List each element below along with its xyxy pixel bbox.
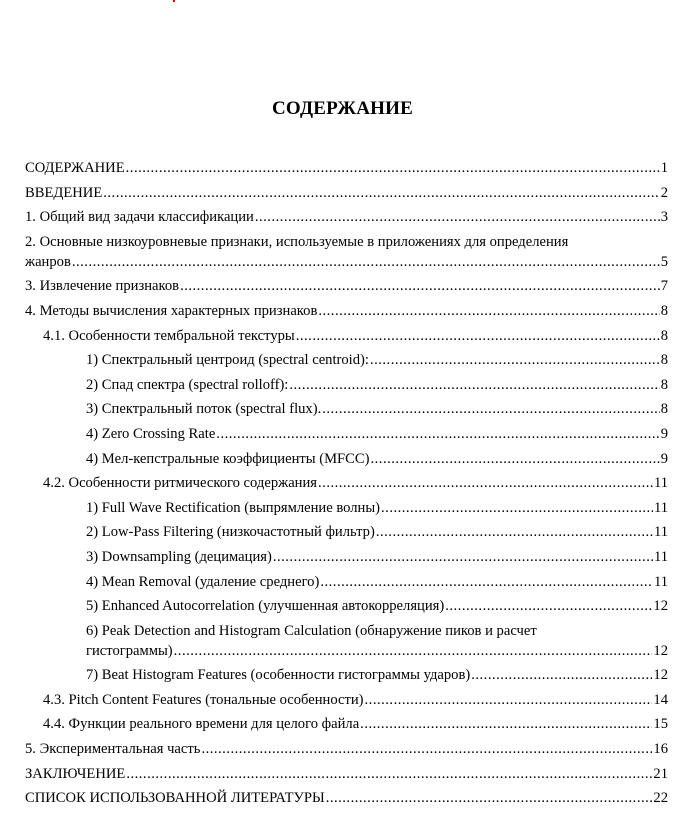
table-of-contents <box>25 158 668 813</box>
leader-dots <box>371 449 660 469</box>
toc-entry[interactable] <box>25 621 668 666</box>
toc-entry-text: 3. Извлечение признаков <box>25 278 180 295</box>
toc-entry-text: 4.1. Особенности тембральной текстуры <box>43 327 295 344</box>
toc-entry[interactable] <box>25 665 668 690</box>
toc-entry[interactable] <box>25 399 668 424</box>
toc-entry-text: 2) Low-Pass Filtering (низкочастотный фильтр) <box>86 524 375 541</box>
toc-entry[interactable] <box>25 522 668 547</box>
toc-page-number: 8 <box>660 327 668 344</box>
toc-entry[interactable] <box>25 183 668 208</box>
toc-entry[interactable] <box>25 596 668 621</box>
toc-page-number: 3 <box>660 209 668 226</box>
leader-dots <box>201 739 652 759</box>
toc-entry-text-line1: 6) Peak Detection and Histogram Calculation (обнаружение пиков и расчет <box>86 622 537 639</box>
toc-entry-text: 2) Спад спектра (spectral rolloff): <box>86 376 289 393</box>
toc-entry[interactable] <box>25 473 668 498</box>
toc-entry-text: ВВЕДЕНИЕ <box>25 184 103 201</box>
toc-page-number: 22 <box>653 790 668 807</box>
toc-entry[interactable] <box>25 207 668 232</box>
leader-dots <box>126 764 652 784</box>
toc-entry-text: 4) Mean Removal (удаление среднего) <box>86 573 320 590</box>
leader-dots <box>471 665 652 685</box>
toc-entry-text: гистограммы) <box>86 642 173 659</box>
toc-page-number: 7 <box>660 278 668 295</box>
toc-entry-text: 1) Full Wave Rectification (выпрямление волны) <box>86 499 381 516</box>
toc-entry[interactable] <box>25 572 668 597</box>
toc-entry[interactable] <box>25 547 668 572</box>
leader-dots <box>180 276 660 296</box>
toc-entry[interactable] <box>25 424 668 449</box>
toc-page-number: 11 <box>653 499 668 516</box>
toc-entry-text: СОДЕРЖАНИЕ <box>25 160 125 176</box>
leader-dots <box>126 158 660 178</box>
leader-dots <box>318 473 653 493</box>
toc-entry-text: 4) Zero Crossing Rate <box>86 425 216 442</box>
toc-entry[interactable] <box>25 158 668 183</box>
toc-entry[interactable] <box>25 449 668 474</box>
leader-dots <box>318 301 659 321</box>
toc-entry-text: 5. Экспериментальная часть <box>25 741 201 758</box>
leader-dots <box>381 498 653 518</box>
leader-dots <box>320 572 653 592</box>
toc-entry-text: ЗАКЛЮЧЕНИЕ <box>25 765 126 782</box>
toc-entry-text-line1: 2. Основные низкоуровневые признаки, используемые в приложениях для определения <box>25 233 569 250</box>
toc-page-number: 14 <box>653 691 668 708</box>
toc-page-number: 8 <box>660 401 668 418</box>
leader-dots <box>322 399 659 419</box>
toc-entry-text: 4.2. Особенности ритмического содержания <box>43 475 318 492</box>
toc-entry[interactable] <box>25 375 668 400</box>
page-title: СОДЕРЖАНИЕ <box>272 98 413 119</box>
toc-entry-text: 5) Enhanced Autocorrelation (улучшенная автокорреляция) <box>86 598 445 615</box>
toc-entry-text: 4. Методы вычисления характерных признаков <box>25 302 318 319</box>
toc-entry-text: 4.3. Pitch Content Features (тональные особенности) <box>43 691 364 708</box>
toc-page-number: 21 <box>653 765 668 782</box>
toc-entry-text: 4) Мел-кепстральные коэффициенты (MFCC) <box>86 450 370 467</box>
leader-dots <box>360 714 652 734</box>
toc-page-number: 11 <box>653 524 668 541</box>
leader-dots <box>365 690 653 710</box>
leader-dots <box>216 424 659 444</box>
toc-page-number: 11 <box>653 573 668 590</box>
toc-page-number: 8 <box>660 302 668 319</box>
toc-entry-text: жанров <box>25 253 71 270</box>
leader-dots <box>289 375 659 395</box>
toc-entry-text: 4.4. Функции реального времени для целого файла <box>43 716 360 733</box>
toc-page-number: 12 <box>653 667 668 684</box>
leader-dots <box>445 596 652 616</box>
leader-dots <box>370 350 660 370</box>
toc-entry[interactable] <box>25 788 668 813</box>
leader-dots <box>326 788 653 808</box>
toc-entry[interactable] <box>25 739 668 764</box>
red-mark <box>173 0 175 2</box>
toc-page-number: 8 <box>660 352 668 369</box>
toc-page-number: 1 <box>660 160 668 176</box>
leader-dots <box>174 641 653 661</box>
toc-page-number: 8 <box>660 376 668 393</box>
toc-entry[interactable] <box>25 350 668 375</box>
toc-entry[interactable] <box>25 764 668 789</box>
toc-entry[interactable] <box>25 301 668 326</box>
toc-entry-text: 3) Downsampling (децимация) <box>86 548 272 565</box>
toc-page-number: 15 <box>653 716 668 733</box>
toc-entry-text: 1. Общий вид задачи классификации <box>25 209 254 226</box>
leader-dots <box>103 183 659 203</box>
toc-entry[interactable] <box>25 498 668 523</box>
toc-entry[interactable] <box>25 714 668 739</box>
toc-page-number: 9 <box>660 450 668 467</box>
toc-page-number: 16 <box>653 741 668 758</box>
toc-page-number: 9 <box>660 425 668 442</box>
toc-page-number: 5 <box>660 253 668 270</box>
leader-dots <box>296 326 660 346</box>
toc-entry-text: 7) Beat Histogram Features (особенности гистограммы ударов) <box>86 667 471 684</box>
toc-page-number: 12 <box>653 598 668 615</box>
toc-entry[interactable] <box>25 326 668 351</box>
leader-dots <box>376 522 653 542</box>
leader-dots <box>273 547 653 567</box>
leader-dots <box>255 207 660 227</box>
toc-page-number: 11 <box>653 548 668 565</box>
toc-page-number: 12 <box>653 642 668 659</box>
toc-entry-text: 1) Спектральный центроид (spectral centroid): <box>86 352 369 369</box>
leader-dots <box>72 252 660 272</box>
toc-entry[interactable] <box>25 276 668 301</box>
toc-page-number: 11 <box>653 475 668 492</box>
toc-entry[interactable] <box>25 690 668 715</box>
toc-entry-text: СПИСОК ИСПОЛЬЗОВАННОЙ ЛИТЕРАТУРЫ <box>25 790 325 807</box>
toc-entry-text: 3) Спектральный поток (spectral flux). <box>86 401 322 418</box>
toc-page-number: 2 <box>660 184 668 201</box>
toc-entry[interactable] <box>25 232 668 277</box>
